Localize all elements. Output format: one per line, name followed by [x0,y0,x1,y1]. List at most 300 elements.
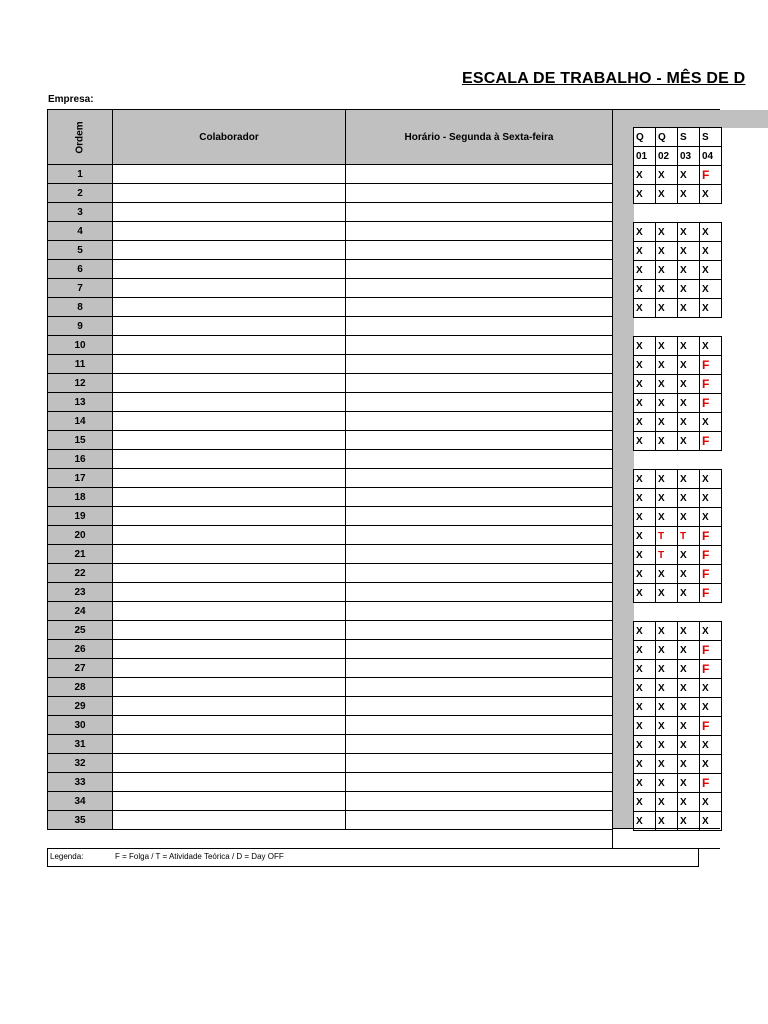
day-mark-cell[interactable]: F [700,375,722,394]
day-mark-cell[interactable]: X [656,717,678,736]
day-mark-cell[interactable]: X [634,242,656,261]
day-mark-cell[interactable]: T [678,527,700,546]
ordem-cell: 34 [48,792,113,811]
horario-cell[interactable] [346,165,613,184]
day-mark-cell[interactable]: X [634,717,656,736]
day-mark-row [634,565,722,584]
horario-cell[interactable] [346,317,613,336]
day-mark-cell[interactable]: X [656,432,678,451]
day-empty-cell[interactable] [634,603,656,622]
day-mark-cell[interactable]: X [678,470,700,489]
day-mark-cell[interactable]: X [634,489,656,508]
day-mark-cell[interactable]: X [634,470,656,489]
day-empty-cell[interactable] [678,318,700,337]
day-mark-cell[interactable]: X [656,774,678,793]
day-mark-cell[interactable]: X [656,470,678,489]
day-mark-cell[interactable]: X [634,337,656,356]
day-mark-cell[interactable]: F [700,546,722,565]
table-row [48,203,613,222]
horario-cell[interactable] [346,488,613,507]
day-mark-row [634,774,722,793]
colaborador-cell[interactable] [113,583,346,602]
ordem-cell: 17 [48,469,113,488]
day-mark-row [634,223,722,242]
colaborador-cell[interactable] [113,735,346,754]
day-empty-cell[interactable] [700,451,722,470]
colaborador-cell[interactable] [113,222,346,241]
day-mark-cell[interactable]: F [700,774,722,793]
day-mark-cell[interactable]: X [700,299,722,318]
colaborador-cell[interactable] [113,298,346,317]
day-mark-cell[interactable]: X [656,375,678,394]
horario-cell[interactable] [346,203,613,222]
day-mark-cell[interactable]: F [700,356,722,375]
day-mark-cell[interactable]: X [678,261,700,280]
day-mark-cell[interactable]: X [678,755,700,774]
colaborador-cell[interactable] [113,260,346,279]
day-cell: 01 [634,147,656,166]
colaborador-cell[interactable] [113,203,346,222]
table-row [48,811,613,830]
day-mark-cell[interactable]: X [678,793,700,812]
day-mark-cell[interactable]: X [656,736,678,755]
day-mark-cell[interactable]: X [656,584,678,603]
colaborador-cell[interactable] [113,336,346,355]
day-mark-cell[interactable]: X [634,812,656,831]
colaborador-cell[interactable] [113,697,346,716]
day-mark-cell[interactable]: X [678,337,700,356]
ordem-cell: 9 [48,317,113,336]
horario-cell[interactable] [346,336,613,355]
day-mark-cell[interactable]: X [656,755,678,774]
ordem-cell: 16 [48,450,113,469]
horario-cell[interactable] [346,355,613,374]
day-mark-cell[interactable]: X [656,223,678,242]
day-mark-cell[interactable]: F [700,717,722,736]
day-mark-cell[interactable]: X [634,280,656,299]
day-mark-cell[interactable]: X [700,413,722,432]
colaborador-cell[interactable] [113,716,346,735]
legend-label: Legenda: [50,852,84,861]
day-mark-cell[interactable]: X [634,679,656,698]
day-mark-cell[interactable]: X [678,660,700,679]
day-mark-cell[interactable]: X [634,223,656,242]
horario-cell[interactable] [346,735,613,754]
day-mark-cell[interactable]: F [700,166,722,185]
header-ordem-label: Ordem [74,120,86,154]
day-empty-cell[interactable] [700,204,722,223]
day-empty-cell[interactable] [700,603,722,622]
day-mark-cell[interactable]: X [634,698,656,717]
colaborador-cell[interactable] [113,374,346,393]
ordem-cell: 28 [48,678,113,697]
colaborador-cell[interactable] [113,640,346,659]
day-mark-cell[interactable]: X [678,812,700,831]
day-mark-cell[interactable]: X [634,185,656,204]
day-mark-cell[interactable]: X [634,432,656,451]
day-mark-cell[interactable]: X [634,413,656,432]
day-mark-cell[interactable]: T [656,527,678,546]
day-empty-cell[interactable] [656,204,678,223]
day-mark-cell[interactable]: T [656,546,678,565]
day-empty-cell[interactable] [678,204,700,223]
horario-cell[interactable] [346,602,613,621]
day-cell: Q [634,128,656,147]
day-mark-cell[interactable]: X [678,432,700,451]
table-row [48,545,613,564]
horario-cell[interactable] [346,469,613,488]
ordem-cell: 27 [48,659,113,678]
day-mark-row [634,546,722,565]
day-mark-cell[interactable]: X [678,641,700,660]
day-mark-cell[interactable]: F [700,432,722,451]
day-mark-cell[interactable]: X [678,698,700,717]
day-mark-cell[interactable]: X [634,660,656,679]
colaborador-cell[interactable] [113,754,346,773]
day-empty-cell[interactable] [634,318,656,337]
colaborador-cell[interactable] [113,355,346,374]
horario-cell[interactable] [346,298,613,317]
ordem-cell: 20 [48,526,113,545]
day-mark-cell[interactable]: X [700,242,722,261]
day-mark-cell[interactable]: X [678,622,700,641]
colaborador-cell[interactable] [113,488,346,507]
day-empty-cell[interactable] [634,451,656,470]
day-mark-row [634,755,722,774]
day-mark-cell[interactable]: X [678,508,700,527]
colaborador-cell[interactable] [113,507,346,526]
day-mark-cell[interactable]: X [656,394,678,413]
day-mark-cell[interactable]: X [634,166,656,185]
day-mark-cell[interactable]: X [700,508,722,527]
day-mark-cell[interactable]: X [634,299,656,318]
day-mark-cell[interactable]: X [700,679,722,698]
horario-cell[interactable] [346,431,613,450]
colaborador-cell[interactable] [113,602,346,621]
table-row [48,431,613,450]
day-cell: 02 [656,147,678,166]
day-mark-cell[interactable]: X [656,166,678,185]
page-title: ESCALA DE TRABALHO - MÊS DE D [462,70,746,87]
day-mark-cell[interactable]: X [634,736,656,755]
horario-cell[interactable] [346,564,613,583]
ordem-cell: 30 [48,716,113,735]
colaborador-cell[interactable] [113,165,346,184]
colaborador-cell[interactable] [113,621,346,640]
day-letter-row [634,128,722,147]
day-mark-row [634,204,722,223]
calendar-header-band [612,109,720,128]
day-mark-cell[interactable]: X [656,337,678,356]
day-mark-cell[interactable]: X [634,774,656,793]
ordem-cell: 7 [48,279,113,298]
colaborador-cell[interactable] [113,545,346,564]
table-row [48,754,613,773]
day-mark-cell[interactable]: F [700,660,722,679]
day-mark-cell[interactable]: X [656,812,678,831]
day-mark-row [634,185,722,204]
day-mark-row [634,527,722,546]
horario-cell[interactable] [346,450,613,469]
day-mark-cell[interactable]: X [656,793,678,812]
colaborador-cell[interactable] [113,773,346,792]
table-row [48,355,613,374]
day-mark-cell[interactable]: X [700,622,722,641]
day-empty-cell[interactable] [700,318,722,337]
day-mark-cell[interactable]: X [634,375,656,394]
ordem-cell: 3 [48,203,113,222]
horario-cell[interactable] [346,640,613,659]
colaborador-cell[interactable] [113,811,346,830]
day-mark-cell[interactable]: X [700,470,722,489]
ordem-cell: 14 [48,412,113,431]
horario-cell[interactable] [346,716,613,735]
day-mark-cell[interactable]: X [678,185,700,204]
ordem-cell: 29 [48,697,113,716]
day-mark-cell[interactable]: X [678,489,700,508]
table-row [48,222,613,241]
table-row [48,621,613,640]
table-row [48,450,613,469]
horario-cell[interactable] [346,811,613,830]
day-mark-cell[interactable]: X [656,299,678,318]
colaborador-cell[interactable] [113,431,346,450]
day-mark-cell[interactable]: X [700,755,722,774]
separator-hline [612,828,720,829]
day-mark-cell[interactable]: X [656,660,678,679]
day-mark-cell[interactable]: X [678,223,700,242]
day-mark-row [634,470,722,489]
day-mark-cell[interactable]: F [700,584,722,603]
day-mark-cell[interactable]: X [700,698,722,717]
day-mark-row [634,584,722,603]
day-empty-cell[interactable] [634,204,656,223]
day-mark-cell[interactable]: X [700,280,722,299]
calendar-header-tab [720,110,768,128]
day-mark-cell[interactable]: X [634,394,656,413]
day-mark-row [634,717,722,736]
day-mark-row [634,660,722,679]
ordem-cell: 15 [48,431,113,450]
day-mark-cell[interactable]: X [678,394,700,413]
day-cell: S [678,128,700,147]
horario-cell[interactable] [346,279,613,298]
colaborador-cell[interactable] [113,279,346,298]
day-mark-cell[interactable]: X [678,166,700,185]
horario-cell[interactable] [346,374,613,393]
colaborador-cell[interactable] [113,564,346,583]
day-mark-row [634,394,722,413]
header-horario: Horário - Segunda à Sexta-feira [346,110,613,165]
day-mark-cell[interactable]: X [700,261,722,280]
day-cell: 03 [678,147,700,166]
day-mark-cell[interactable]: X [656,413,678,432]
day-mark-row [634,375,722,394]
ordem-cell: 18 [48,488,113,507]
day-mark-cell[interactable]: X [634,508,656,527]
day-mark-cell[interactable]: X [700,185,722,204]
horario-cell[interactable] [346,697,613,716]
day-mark-cell[interactable]: X [634,527,656,546]
day-cell: S [700,128,722,147]
ordem-cell: 1 [48,165,113,184]
day-empty-cell[interactable] [678,603,700,622]
day-mark-cell[interactable]: X [678,413,700,432]
day-mark-row [634,242,722,261]
horario-cell[interactable] [346,222,613,241]
day-mark-cell[interactable]: X [678,280,700,299]
day-mark-cell[interactable]: X [634,755,656,774]
horario-cell[interactable] [346,507,613,526]
day-mark-row [634,641,722,660]
day-mark-cell[interactable]: X [634,356,656,375]
table-row [48,678,613,697]
colaborador-cell[interactable] [113,412,346,431]
day-mark-cell[interactable]: X [700,812,722,831]
day-mark-cell[interactable]: F [700,565,722,584]
colaborador-cell[interactable] [113,184,346,203]
table-row [48,602,613,621]
day-mark-cell[interactable]: X [678,584,700,603]
day-mark-cell[interactable]: X [634,546,656,565]
day-mark-cell[interactable]: X [634,622,656,641]
legend-text: F = Folga / T = Atividade Teórica / D = Day OFF [115,852,284,861]
day-mark-row [634,489,722,508]
day-mark-cell[interactable]: X [700,793,722,812]
ordem-cell: 13 [48,393,113,412]
day-mark-cell[interactable]: X [700,337,722,356]
day-mark-cell[interactable]: X [656,622,678,641]
ordem-cell: 19 [48,507,113,526]
day-mark-row [634,356,722,375]
day-mark-cell[interactable]: X [634,261,656,280]
colaborador-cell[interactable] [113,526,346,545]
horario-cell[interactable] [346,659,613,678]
day-mark-cell[interactable]: X [678,375,700,394]
horario-cell[interactable] [346,678,613,697]
day-empty-cell[interactable] [656,451,678,470]
day-mark-cell[interactable]: X [656,489,678,508]
colaborador-cell[interactable] [113,241,346,260]
colaborador-cell[interactable] [113,469,346,488]
day-mark-cell[interactable]: X [656,356,678,375]
horario-cell[interactable] [346,773,613,792]
day-mark-row [634,679,722,698]
day-mark-cell[interactable]: X [700,223,722,242]
colaborador-cell[interactable] [113,792,346,811]
colaborador-cell[interactable] [113,659,346,678]
day-mark-cell[interactable]: X [678,736,700,755]
day-mark-cell[interactable]: X [678,546,700,565]
header-colaborador: Colaborador [113,110,346,165]
empresa-label: Empresa: [48,94,94,105]
schedule-table [47,109,613,830]
day-mark-row [634,261,722,280]
colaborador-cell[interactable] [113,678,346,697]
horario-cell[interactable] [346,621,613,640]
day-mark-cell[interactable]: X [656,242,678,261]
day-mark-cell[interactable]: F [700,394,722,413]
day-mark-cell[interactable]: X [656,261,678,280]
day-empty-cell[interactable] [678,451,700,470]
ordem-cell: 5 [48,241,113,260]
day-empty-cell[interactable] [656,318,678,337]
horario-cell[interactable] [346,241,613,260]
ordem-cell: 31 [48,735,113,754]
table-row [48,773,613,792]
day-mark-row [634,337,722,356]
day-mark-cell[interactable]: X [634,565,656,584]
day-mark-cell[interactable]: X [634,584,656,603]
day-mark-cell[interactable]: X [678,679,700,698]
day-mark-cell[interactable]: X [678,774,700,793]
day-mark-cell[interactable]: X [634,641,656,660]
ordem-cell: 6 [48,260,113,279]
colaborador-cell[interactable] [113,450,346,469]
day-mark-cell[interactable]: X [678,242,700,261]
day-mark-cell[interactable]: X [700,736,722,755]
day-mark-cell[interactable]: X [678,356,700,375]
horario-cell[interactable] [346,412,613,431]
day-mark-cell[interactable]: F [700,641,722,660]
horario-cell[interactable] [346,792,613,811]
day-mark-cell[interactable]: X [678,717,700,736]
separator-column [612,127,634,828]
day-mark-cell[interactable]: X [656,565,678,584]
day-mark-row [634,318,722,337]
colaborador-cell[interactable] [113,317,346,336]
table-row [48,507,613,526]
horario-cell[interactable] [346,583,613,602]
day-mark-cell[interactable]: X [700,489,722,508]
day-mark-row [634,280,722,299]
table-row [48,488,613,507]
table-row [48,241,613,260]
ordem-cell: 12 [48,374,113,393]
day-mark-cell[interactable]: X [656,280,678,299]
day-mark-cell[interactable]: F [700,527,722,546]
day-mark-cell[interactable]: X [678,565,700,584]
table-row [48,526,613,545]
table-row [48,469,613,488]
horario-cell[interactable] [346,545,613,564]
table-row [48,716,613,735]
colaborador-cell[interactable] [113,393,346,412]
day-mark-cell[interactable]: X [656,508,678,527]
horario-cell[interactable] [346,184,613,203]
legend-box [47,848,699,867]
days-table [633,127,722,831]
horario-cell[interactable] [346,754,613,773]
horario-cell[interactable] [346,393,613,412]
table-row [48,317,613,336]
day-mark-cell[interactable]: X [656,641,678,660]
ordem-cell: 21 [48,545,113,564]
day-mark-row [634,736,722,755]
day-mark-cell[interactable]: X [656,185,678,204]
horario-cell[interactable] [346,260,613,279]
day-empty-cell[interactable] [656,603,678,622]
day-mark-cell[interactable]: X [656,698,678,717]
day-mark-cell[interactable]: X [678,299,700,318]
ordem-cell: 4 [48,222,113,241]
horario-cell[interactable] [346,526,613,545]
day-number-row [634,147,722,166]
table-row [48,393,613,412]
day-mark-cell[interactable]: X [634,793,656,812]
day-mark-row [634,299,722,318]
day-mark-cell[interactable]: X [656,679,678,698]
